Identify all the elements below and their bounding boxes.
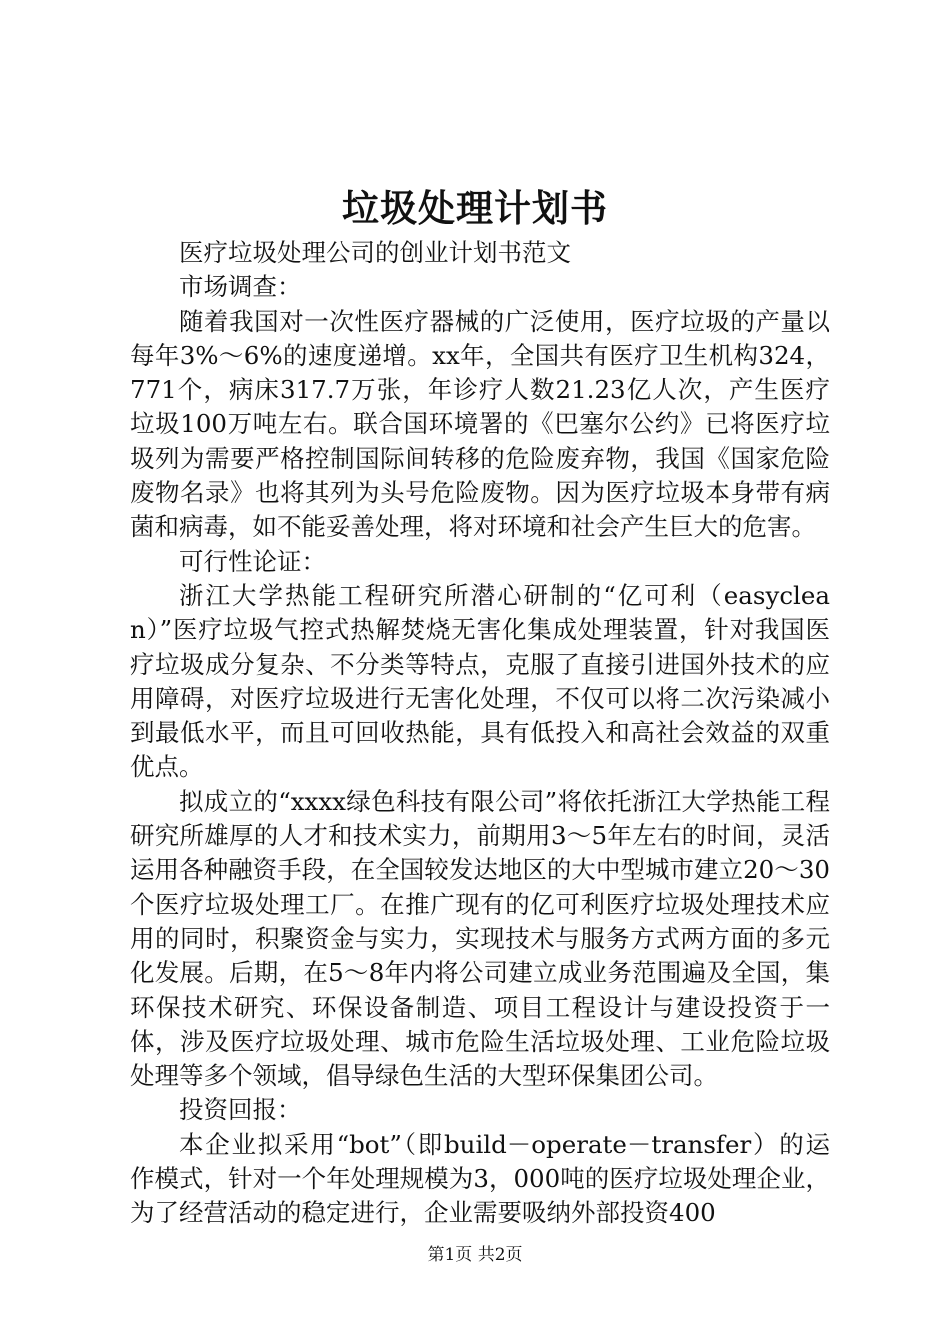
- subtitle-paragraph: 医疗垃圾处理公司的创业计划书范文: [179, 238, 571, 267]
- section-heading-feasibility: 可行性论证：: [179, 546, 326, 576]
- company-plan-paragraph: 拟成立的“xxxx绿色科技有限公司”将依托浙江大学热能工程研究所雄厚的人才和技术实力，前期用3～5年左右的时间，灵活运用各种融资手段，在全国较发达地区的大中型城市建立20～30个医疗垃圾处理工厂。在推广现有的亿可利医疗垃圾处理技术应用的同时，积聚资金与实力，实现技术与服务方式两方面的多元化发展。后期，在5～8年内将公司建立成业务范围遍及全国，集环保技术研究、环保设备制造、项目工程设计与建设投资于一体，涉及医疗垃圾处理、城市危险生活垃圾处理、工业危险垃圾处理等多个领域，倡导绿色生活的大型环保集团公司。: [130, 786, 830, 1091]
- page-footer: 第1页 共2页: [427, 1245, 523, 1265]
- section-heading-market-survey: 市场调查：: [179, 272, 302, 302]
- market-survey-paragraph: 随着我国对一次性医疗器械的广泛使用，医疗垃圾的产量以每年3%～6%的速度递增。xx年，全国共有医疗卫生机构324，771个，病床317.7万张，年诊疗人数21.23亿人次，产生医疗垃圾100万吨左右。联合国环境署的《巴塞尔公约》已将医疗垃圾列为需要严格控制国际间转移的危险废弃物，我国《国家危险废物名录》也将其列为头号危险废物。因为医疗垃圾本身带有病菌和病毒，如不能妥善处理，将对环境和社会产生巨大的危害。: [130, 306, 830, 542]
- document-title: 垃圾处理计划书: [342, 186, 608, 230]
- document-body: [130, 236, 830, 1231]
- investment-return-paragraph: 本企业拟采用“bot”（即build－operate－transfer）的运作模式，针对一个年处理规模为3，000吨的医疗垃圾处理企业，为了经营活动的稳定进行，企业需要吸纳外部投资400: [130, 1129, 830, 1228]
- feasibility-paragraph: 浙江大学热能工程研究所潜心研制的“亿可利（easyclean）”医疗垃圾气控式热解焚烧无害化集成处理装置，针对我国医疗垃圾成分复杂、不分类等特点，克服了直接引进国外技术的应用障碍，对医疗垃圾进行无害化处理，不仅可以将二次污染减小到最低水平，而且可回收热能，具有低投入和高社会效益的双重优点。: [130, 580, 830, 782]
- section-heading-investment-return: 投资回报：: [179, 1095, 302, 1125]
